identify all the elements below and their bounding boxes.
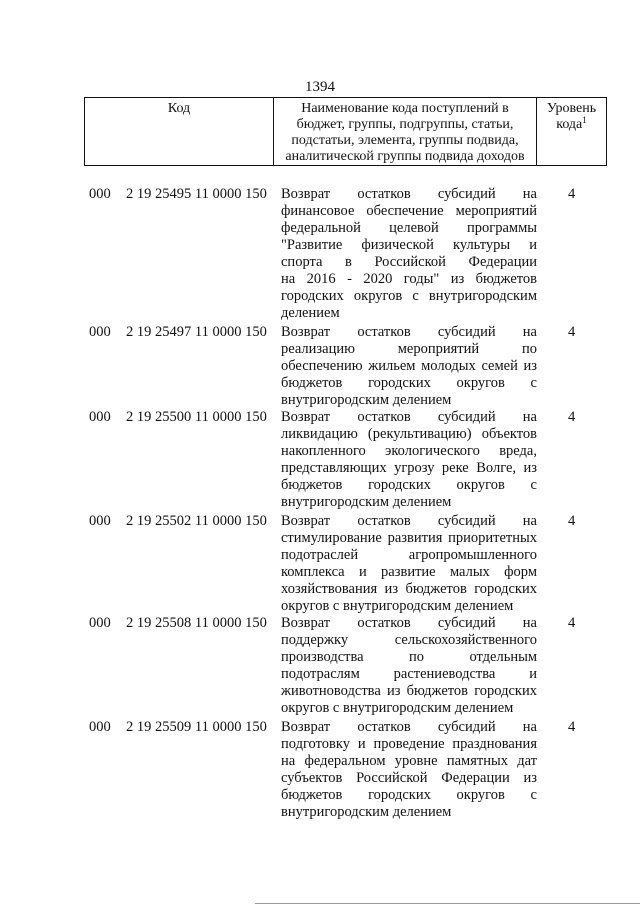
description-line: бюджетов городских округов с xyxy=(281,477,537,493)
row-revenue-code: 2 19 25509 11 0000 150 xyxy=(126,719,267,735)
description-line: обеспечению жильем молодых семей из xyxy=(281,358,537,374)
row-description xyxy=(281,324,537,409)
row-revenue-code: 2 19 25497 11 0000 150 xyxy=(126,324,267,340)
page-number: 1394 xyxy=(305,79,335,95)
description-line: Возврат остатков субсидий на xyxy=(281,409,537,425)
table-row xyxy=(0,186,640,322)
row-description xyxy=(281,513,537,615)
row-level: 4 xyxy=(568,186,576,202)
description-line: федеральной целевой программы xyxy=(281,220,537,236)
description-line: внутригородским делением xyxy=(281,804,452,820)
description-line: внутригородским делением xyxy=(281,494,452,510)
row-group-code: 000 xyxy=(89,513,111,529)
table-header xyxy=(84,97,607,166)
header-code: Код xyxy=(85,98,274,165)
header-name: Наименование кода поступлений в бюджет, группы, подгруппы, статьи, подстатьи, элемента, группы подвида, аналитической группы подвида доходов xyxy=(274,98,537,165)
description-line: ликвидацию (рекультивацию) объектов xyxy=(281,426,537,442)
table-row xyxy=(0,513,640,615)
row-group-code: 000 xyxy=(89,615,111,631)
description-line: бюджетов городских округов с xyxy=(281,787,537,803)
row-revenue-code: 2 19 25508 11 0000 150 xyxy=(126,615,267,631)
row-revenue-code: 2 19 25500 11 0000 150 xyxy=(126,409,267,425)
description-line: поддержку сельскохозяйственного xyxy=(281,632,537,648)
description-line: комплекса и развитие малых форм xyxy=(281,564,537,580)
row-description xyxy=(281,719,537,821)
row-group-code: 000 xyxy=(89,719,111,735)
header-level xyxy=(537,98,606,165)
description-line: "Развитие физической культуры и xyxy=(281,237,537,253)
row-level: 4 xyxy=(568,513,576,529)
description-line: накопленного экологического вреда, xyxy=(281,443,537,459)
description-line: Возврат остатков субсидий на xyxy=(281,513,537,529)
description-line: хозяйствования из бюджетов городских xyxy=(281,581,537,597)
description-line: Возврат остатков субсидий на xyxy=(281,615,537,631)
row-description xyxy=(281,409,537,511)
description-line: внутригородским делением xyxy=(281,392,452,408)
row-group-code: 000 xyxy=(89,186,111,202)
row-level: 4 xyxy=(568,615,576,631)
description-line: субъектов Российской Федерации из xyxy=(281,770,537,786)
description-line: Возврат остатков субсидий на xyxy=(281,186,537,202)
table-body xyxy=(0,186,640,821)
description-line: реализацию мероприятий по xyxy=(281,341,537,357)
footer-rule xyxy=(255,903,640,904)
description-line: на 2016 - 2020 годы" из бюджетов xyxy=(281,271,537,287)
description-line: бюджетов городских округов с xyxy=(281,375,537,391)
table-row xyxy=(0,324,640,409)
row-level: 4 xyxy=(568,409,576,425)
description-line: финансовое обеспечение мероприятий xyxy=(281,203,537,219)
description-line: округов с внутригородским делением xyxy=(281,700,514,716)
row-revenue-code: 2 19 25495 11 0000 150 xyxy=(126,186,267,202)
description-line: подотраслей агропромышленного xyxy=(281,547,537,563)
description-line: Возврат остатков субсидий на xyxy=(281,719,537,735)
row-level: 4 xyxy=(568,324,576,340)
table-row xyxy=(0,719,640,821)
row-revenue-code: 2 19 25502 11 0000 150 xyxy=(126,513,267,529)
description-line: производства по отдельным xyxy=(281,649,537,665)
description-line: представляющих угрозу реке Волге, из xyxy=(281,460,537,476)
table-row xyxy=(0,615,640,717)
description-line: округов с внутригородским делением xyxy=(281,598,514,614)
header-level-footnote: 1 xyxy=(582,115,587,125)
description-line: спорта в Российской Федерации xyxy=(281,254,537,270)
description-line: подготовку и проведение празднования xyxy=(281,736,537,752)
description-line: делением xyxy=(281,305,340,321)
header-level-label: Уровень кода xyxy=(546,101,597,132)
description-line: подотраслям растениеводства и xyxy=(281,666,537,682)
description-line: стимулирование развития приоритетных xyxy=(281,530,537,546)
description-line: животноводства из бюджетов городских xyxy=(281,683,537,699)
row-description xyxy=(281,186,537,322)
row-group-code: 000 xyxy=(89,324,111,340)
description-line: на федеральном уровне памятных дат xyxy=(281,753,537,769)
row-description xyxy=(281,615,537,717)
table-row xyxy=(0,409,640,511)
description-line: городских округов с внутригородским xyxy=(281,288,537,304)
row-group-code: 000 xyxy=(89,409,111,425)
description-line: Возврат остатков субсидий на xyxy=(281,324,537,340)
row-level: 4 xyxy=(568,719,576,735)
